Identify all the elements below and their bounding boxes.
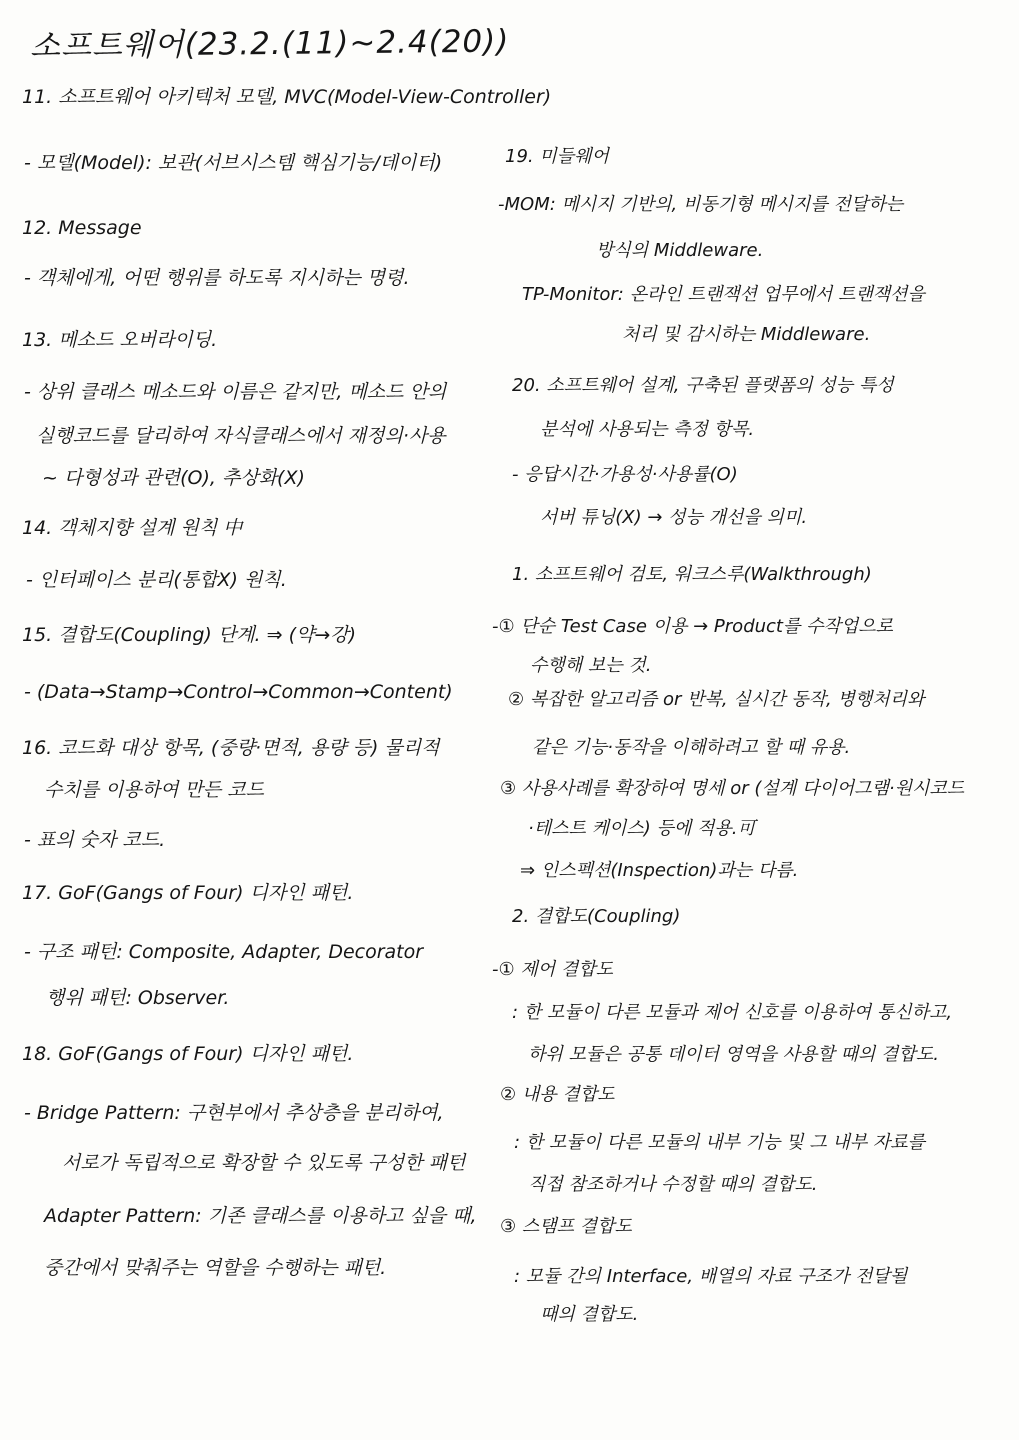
note-line: : 모듈 간의 Interface, 배열의 자료 구조가 전달될	[514, 1266, 908, 1287]
page-title: 소프트웨어(23.2.(11)~2.4(20))	[29, 23, 510, 65]
note-line: 11. 소프트웨어 아키텍처 모델, MVC(Model-View-Controller)	[22, 86, 552, 108]
note-line: - 표의 숫자 코드.	[24, 829, 166, 851]
note-line: 서버 튜닝(X) → 성능 개선을 의미.	[540, 507, 808, 528]
note-line: 15. 결합도(Coupling) 단계. ⇒ (약→강)	[22, 624, 357, 646]
note-line: 중간에서 맞춰주는 역할을 수행하는 패턴.	[44, 1257, 387, 1279]
note-line: - 응답시간·가용성·사용률(O)	[512, 464, 738, 485]
note-line: 17. GoF(Gangs of Four) 디자인 패턴.	[22, 882, 354, 904]
note-line: : 한 모듈이 다른 모듈과 제어 신호를 이용하여 통신하고,	[512, 1002, 953, 1023]
note-line: 처리 및 감시하는 Middleware.	[622, 324, 871, 345]
note-line: 직접 참조하거나 수정할 때의 결합도.	[528, 1174, 818, 1195]
note-line: 실행코드를 달리하여 자식클래스에서 재정의·사용	[36, 425, 446, 447]
note-line: -MOM: 메시지 기반의, 비동기형 메시지를 전달하는	[498, 194, 904, 215]
note-line: ③ 스탬프 결합도	[500, 1216, 632, 1237]
note-line: 2. 결합도(Coupling)	[512, 906, 681, 927]
note-line: 16. 코드화 대상 항목, (중량·면적, 용량 등) 물리적	[22, 737, 440, 759]
note-line: 20. 소프트웨어 설계, 구축된 플랫폼의 성능 특성	[512, 375, 894, 396]
note-line: 1. 소프트웨어 검토, 워크스루(Walkthrough)	[512, 564, 872, 585]
note-line: - 상위 클래스 메소드와 이름은 같지만, 메소드 안의	[24, 381, 447, 403]
note-line: - 객체에게, 어떤 행위를 하도록 지시하는 명령.	[24, 267, 410, 289]
note-line: 수행해 보는 것.	[530, 655, 652, 676]
note-line: 때의 결합도.	[540, 1304, 639, 1325]
note-line: - Bridge Pattern: 구현부에서 추상층을 분리하여,	[24, 1102, 444, 1124]
note-line: 행위 패턴: Observer.	[46, 987, 230, 1009]
note-line: - (Data→Stamp→Control→Common→Content)	[24, 681, 453, 703]
note-line: ③ 사용사례를 확장하여 명세 or (설계 다이어그램·원시코드	[500, 778, 965, 799]
note-line: 분석에 사용되는 측정 항목.	[540, 419, 755, 440]
note-line: 18. GoF(Gangs of Four) 디자인 패턴.	[22, 1043, 354, 1065]
note-line: 19. 미들웨어	[505, 146, 609, 167]
note-line: 13. 메소드 오버라이딩.	[22, 329, 218, 351]
note-line: ~ 다형성과 관련(O), 추상화(X)	[42, 467, 305, 489]
note-line: ② 내용 결합도	[500, 1084, 615, 1105]
note-line: Adapter Pattern: 기존 클래스를 이용하고 싶을 때,	[44, 1205, 477, 1227]
note-line: ⇒ 인스펙션(Inspection)과는 다름.	[520, 860, 799, 881]
note-line: 방식의 Middleware.	[596, 240, 764, 261]
note-line: 하위 모듈은 공통 데이터 영역을 사용할 때의 결합도.	[528, 1044, 939, 1065]
note-line: - 인터페이스 분리(통합X) 원칙.	[26, 569, 287, 591]
note-line: 같은 기능·동작을 이해하려고 할 때 유용.	[532, 737, 851, 758]
note-line: : 한 모듈이 다른 모듈의 내부 기능 및 그 내부 자료를	[514, 1132, 926, 1153]
note-line: 12. Message	[22, 217, 142, 239]
note-line: 수치를 이용하여 만든 코드	[44, 779, 265, 801]
note-line: ② 복잡한 알고리즘 or 반복, 실시간 동작, 병행처리와	[508, 689, 925, 710]
note-line: - 모델(Model): 보관(서브시스템 핵심기능/데이터)	[24, 152, 443, 174]
note-line: 14. 객체지향 설계 원칙 中	[22, 517, 243, 539]
note-line: ·테스트 케이스) 등에 적용.可	[528, 818, 756, 839]
note-line: - 구조 패턴: Composite, Adapter, Decorator	[24, 941, 424, 963]
note-line: 서로가 독립적으로 확장할 수 있도록 구성한 패턴	[62, 1152, 466, 1174]
note-line: -① 제어 결합도	[492, 959, 614, 980]
note-line: -① 단순 Test Case 이용 → Product를 수작업으로	[492, 616, 894, 637]
note-line: TP-Monitor: 온라인 트랜잭션 업무에서 트랜잭션을	[522, 284, 925, 305]
